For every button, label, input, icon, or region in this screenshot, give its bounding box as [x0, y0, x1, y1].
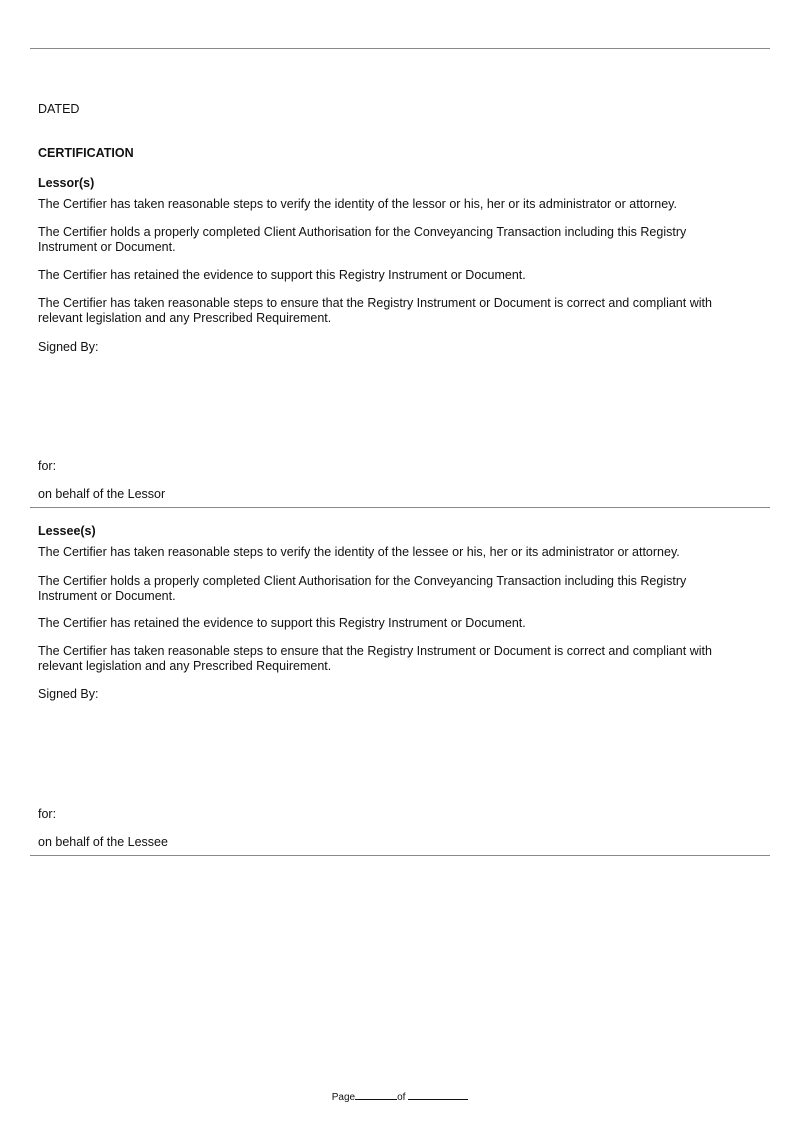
- lessor-for-label: for:: [38, 459, 57, 473]
- lessee-for-label: for:: [38, 807, 57, 821]
- lessee-evidence-statement: The Certifier has retained the evidence to support this Registry Instrument or Document.: [38, 616, 526, 630]
- dated-label: DATED: [38, 102, 80, 116]
- page-footer: [0, 1090, 800, 1104]
- lessor-evidence-statement: The Certifier has retained the evidence to support this Registry Instrument or Document.: [38, 268, 526, 282]
- lessor-authorisation-statement: The Certifier holds a properly completed Client Authorisation for the Conveyancing Transaction including this Registry Instrument or Document.: [38, 225, 687, 254]
- lessor-identity-statement: The Certifier has taken reasonable steps to verify the identity of the lessor or his, her or its administrator or attorney.: [38, 197, 677, 211]
- lessor-heading: Lessor(s): [38, 176, 95, 190]
- top-divider: [30, 48, 770, 49]
- lessee-heading: Lessee(s): [38, 524, 96, 538]
- lessee-identity-statement: The Certifier has taken reasonable steps to verify the identity of the lessee or his, her or its administrator or attorney.: [38, 545, 680, 559]
- lessee-signed-by-label: Signed By:: [38, 687, 99, 701]
- of-label: of: [397, 1092, 406, 1103]
- page-total-blank: [408, 1090, 468, 1100]
- lessee-compliance-statement: The Certifier has taken reasonable steps to ensure that the Registry Instrument or Document is correct and compliant with relevant legislation and any Prescribed Requirement.: [38, 644, 712, 673]
- lessor-on-behalf-label: on behalf of the Lessor: [38, 487, 166, 501]
- lessee-on-behalf-label: on behalf of the Lessee: [38, 835, 168, 849]
- certification-heading: CERTIFICATION: [38, 146, 134, 160]
- lessor-compliance-statement: The Certifier has taken reasonable steps to ensure that the Registry Instrument or Document is correct and compliant with relevant legislation and any Prescribed Requirement.: [38, 296, 712, 325]
- page-label: Page: [331, 1092, 356, 1103]
- lessor-signed-by-label: Signed By:: [38, 340, 99, 354]
- lessee-section-divider: [30, 855, 770, 856]
- page-number-blank: [355, 1090, 397, 1100]
- lessee-authorisation-statement: The Certifier holds a properly completed Client Authorisation for the Conveyancing Transaction including this Registry Instrument or Document.: [38, 574, 687, 603]
- lessor-section-divider: [30, 507, 770, 508]
